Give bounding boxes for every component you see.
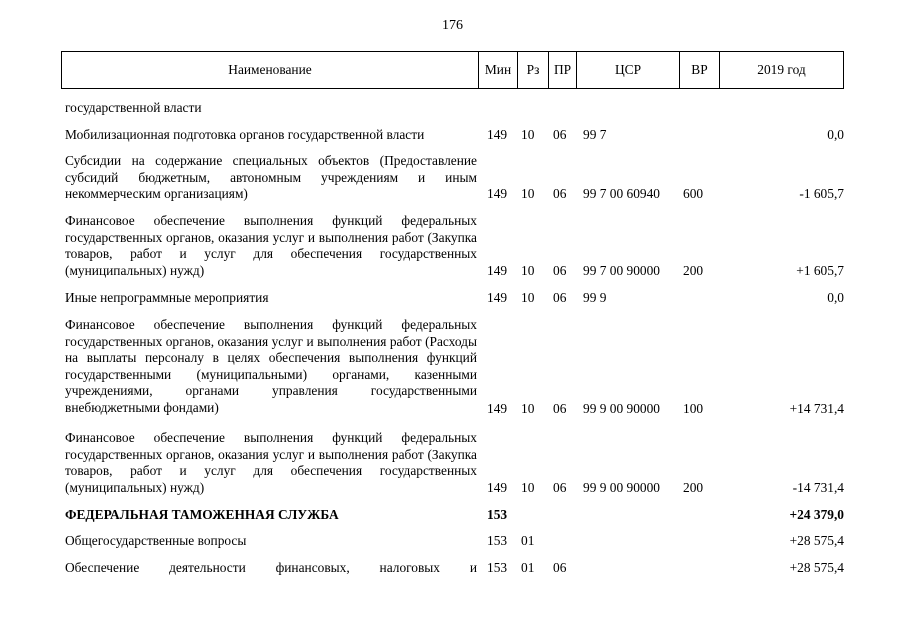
header-vr: ВР <box>691 62 708 77</box>
row-csr: 99 7 00 90000 <box>583 263 660 278</box>
row-name: Обеспечение деятельности финансовых, налоговых и <box>65 560 477 575</box>
row-pr: 06 <box>553 480 567 495</box>
row-sum: +14 731,4 <box>789 401 844 416</box>
row-sum: 0,0 <box>827 127 844 142</box>
row-csr: 99 7 <box>583 127 607 142</box>
header-min: Мин <box>484 62 512 77</box>
row-pr: 06 <box>553 127 567 142</box>
row-vr: 100 <box>683 401 704 416</box>
row-sum: -14 731,4 <box>792 480 844 495</box>
row-sum: -1 605,7 <box>799 186 844 201</box>
page-number: 176 <box>442 18 463 33</box>
row-min: 149 <box>487 127 508 142</box>
header-csr: ЦСР <box>614 62 642 77</box>
row-min: 149 <box>487 186 508 201</box>
row-pr: 06 <box>553 290 567 305</box>
row-min: 149 <box>487 401 508 416</box>
row-min: 153 <box>487 560 508 575</box>
header-pr: ПР <box>553 62 572 77</box>
row-rz: 10 <box>521 127 535 142</box>
row-pr: 06 <box>553 263 567 278</box>
row-name: Общегосударственные вопросы <box>65 533 247 548</box>
row-sum: +28 575,4 <box>789 533 844 548</box>
row-rz: 10 <box>521 263 535 278</box>
row-name: государственной власти <box>65 100 202 115</box>
row-vr: 200 <box>683 263 704 278</box>
row-name: ФЕДЕРАЛЬНАЯ ТАМОЖЕННАЯ СЛУЖБА <box>65 507 339 522</box>
row-pr: 06 <box>553 186 567 201</box>
row-min: 153 <box>487 533 508 548</box>
row-csr: 99 7 00 60940 <box>583 186 660 201</box>
table-header <box>61 51 844 89</box>
row-name: Мобилизационная подготовка органов государственной власти <box>65 127 425 142</box>
header-rz: Рз <box>526 62 540 77</box>
row-rz: 10 <box>521 401 535 416</box>
row-name: Финансовое обеспечение выполнения функций федеральных государственных органов, оказания услуг и выполнения работ (Закупка товаров, работ и услуг для обеспечения государственных (муниципальных) нужд) <box>65 213 477 278</box>
row-pr: 06 <box>553 560 567 575</box>
row-min: 149 <box>487 480 508 495</box>
row-name: Финансовое обеспечение выполнения функций федеральных государственных органов, оказания услуг и выполнения работ (Закупка товаров, работ и услуг для обеспечения государственных (муниципальных) нужд) <box>65 430 477 495</box>
row-csr: 99 9 <box>583 290 607 305</box>
row-rz: 10 <box>521 290 535 305</box>
row-name: Субсидии на содержание специальных объектов (Предоставление субсидий бюджетным, автономным учреждениям и иным некоммерческим организациям) <box>65 153 477 201</box>
row-min: 153 <box>487 507 508 522</box>
header-name: Наименование <box>228 62 312 77</box>
row-rz: 01 <box>521 560 535 575</box>
header-year: 2019 год <box>757 62 806 77</box>
row-sum: 0,0 <box>827 290 844 305</box>
row-min: 149 <box>487 290 508 305</box>
row-rz: 01 <box>521 533 535 548</box>
row-rz: 10 <box>521 186 535 201</box>
row-name: Финансовое обеспечение выполнения функций федеральных государственных органов, оказания услуг и выполнения работ (Расходы на выплаты персоналу в целях обеспечения выполнения функций государственными (муниципальными) органами, казенными учреждениями, органами управления государственными внебюджетными фондами) <box>65 317 477 415</box>
row-vr: 200 <box>683 480 704 495</box>
row-min: 149 <box>487 263 508 278</box>
row-sum: +24 379,0 <box>789 507 844 522</box>
row-vr: 600 <box>683 186 704 201</box>
row-rz: 10 <box>521 480 535 495</box>
row-pr: 06 <box>553 401 567 416</box>
row-name: Иные непрограммные мероприятия <box>65 290 269 305</box>
row-sum: +1 605,7 <box>796 263 844 278</box>
row-csr: 99 9 00 90000 <box>583 401 660 416</box>
row-sum: +28 575,4 <box>789 560 844 575</box>
row-csr: 99 9 00 90000 <box>583 480 660 495</box>
